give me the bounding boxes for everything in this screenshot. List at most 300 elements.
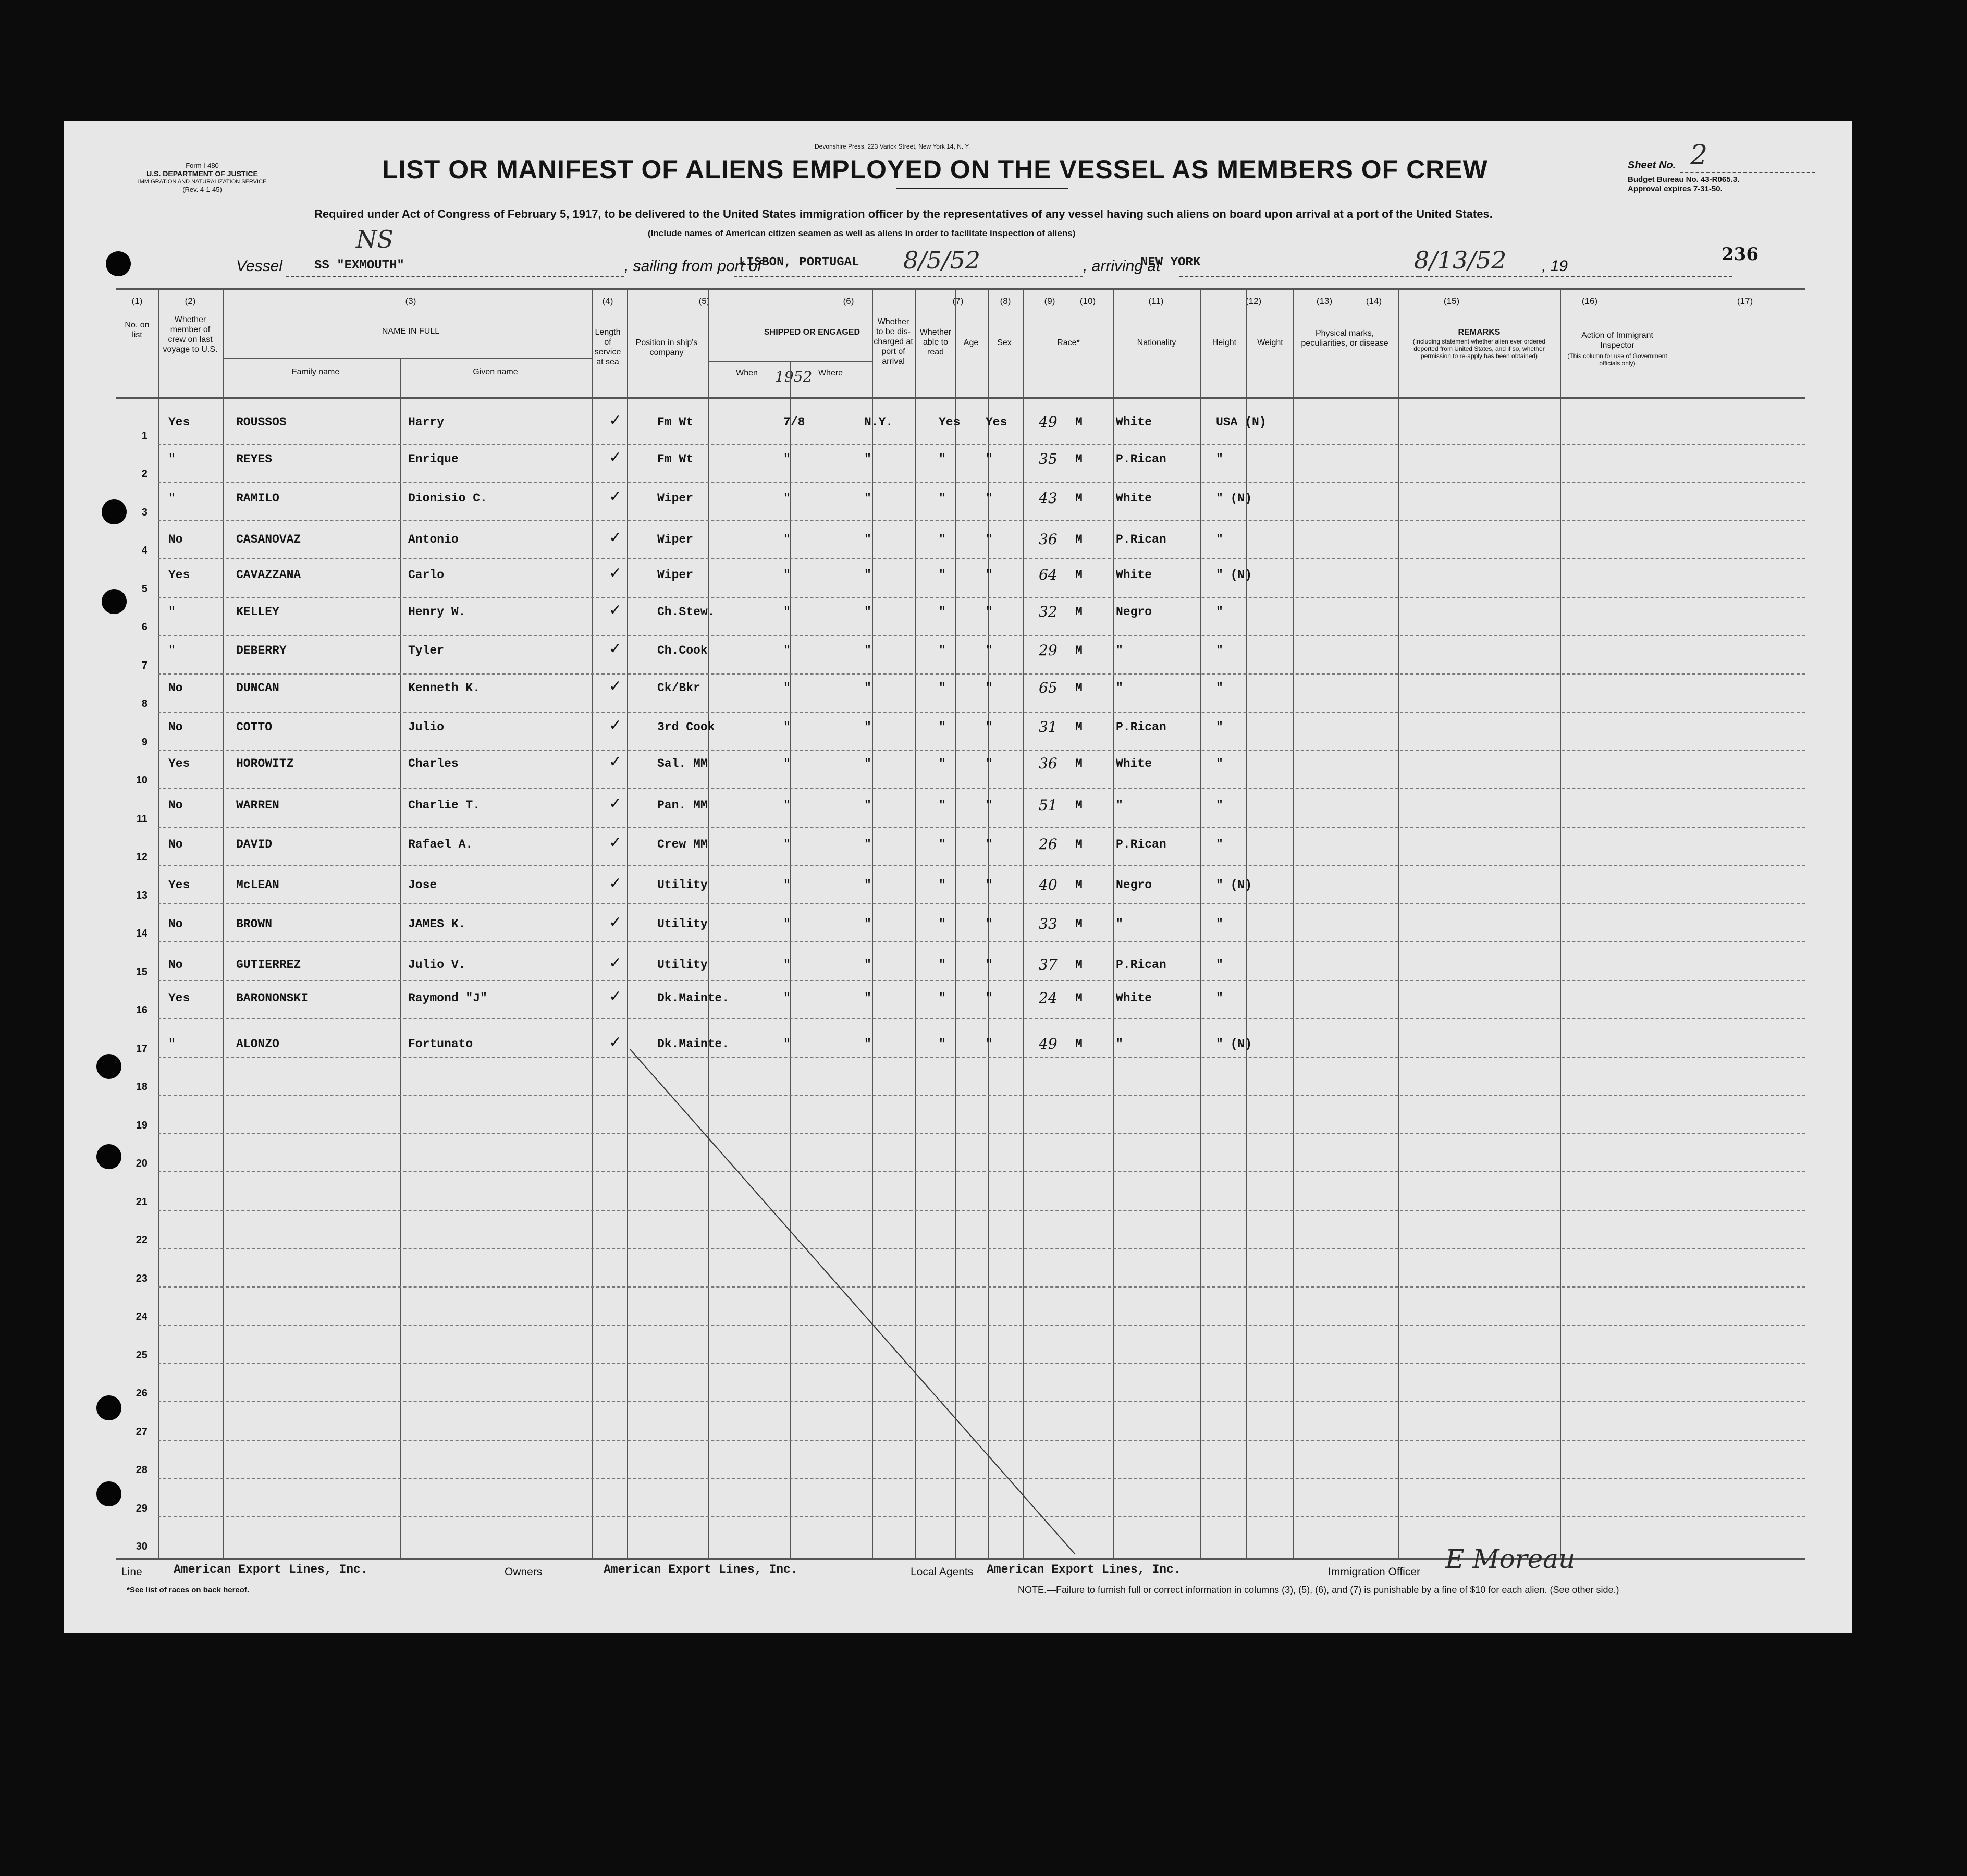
cell-position: Wiper — [657, 492, 694, 505]
cell-given: Henry W. — [408, 605, 466, 619]
hand-note: NS — [356, 225, 394, 253]
cell-discharged: Yes — [939, 415, 961, 429]
cell-member: No — [168, 533, 183, 546]
cell-length: ✓ — [609, 913, 622, 931]
cell-family: HOROWITZ — [236, 757, 294, 770]
cell-read: " — [986, 492, 993, 505]
cell-race: White — [1116, 415, 1152, 429]
cell-discharged: " — [939, 757, 946, 770]
cell-nationality: " — [1216, 991, 1223, 1005]
cell-position: Utility — [657, 958, 708, 972]
header-action-note: (This column for use of Government officials only) — [1567, 352, 1667, 367]
strike-line — [64, 121, 1852, 1633]
cell-nationality: " — [1216, 917, 1223, 931]
cell-length: ✓ — [609, 753, 622, 771]
cell-given: Charles — [408, 757, 459, 770]
cell-read: " — [986, 681, 993, 695]
col-number: (11) — [1148, 296, 1164, 306]
cell-read: " — [986, 757, 993, 770]
cell-nationality: " (N) — [1216, 1037, 1252, 1051]
cell-member: No — [168, 917, 183, 931]
header-remarks-note: (Including statement whether alien ever ordered deported from United States, and if so, whether permission to re-apply has been obtained) — [1412, 338, 1546, 360]
cell-length: ✓ — [609, 1033, 622, 1051]
row-number: 27 — [136, 1426, 147, 1438]
cell-age: 43 — [1039, 489, 1058, 507]
cell-where: " — [864, 917, 871, 931]
col-number: (6) — [843, 296, 854, 306]
cell-age: 32 — [1039, 603, 1058, 620]
subtitle: Required under Act of Congress of February 5, 1917, to be delivered to the United States immigration officer by the representatives of any vessel having such aliens on board upon arrival at a port of the United States. — [314, 207, 1493, 220]
cell-where: " — [864, 605, 871, 619]
cell-nationality: " — [1216, 452, 1223, 466]
cell-race: White — [1116, 492, 1152, 505]
when-year: 1952 — [775, 368, 813, 385]
row-number: 3 — [141, 506, 147, 518]
header-sex: Sex — [997, 338, 1012, 347]
cell-nationality: " — [1216, 533, 1223, 546]
cell-when: 7/8 — [783, 415, 805, 429]
sailing-date: 8/5/52 — [903, 246, 981, 274]
cell-nationality: " — [1216, 757, 1223, 770]
cell-family: CAVAZZANA — [236, 568, 301, 582]
department: U.S. DEPARTMENT OF JUSTICE — [146, 169, 258, 178]
cell-length: ✓ — [609, 794, 622, 813]
cell-race: " — [1116, 799, 1123, 812]
cell-family: McLEAN — [236, 878, 279, 892]
header-age: Age — [963, 338, 979, 347]
cell-age: 24 — [1039, 989, 1058, 1007]
cell-race: P.Rican — [1116, 958, 1166, 972]
cell-family: COTTO — [236, 720, 273, 734]
header-name-in-full: NAME IN FULL — [382, 327, 440, 336]
cell-age: 49 — [1039, 413, 1058, 431]
cell-given: Tyler — [408, 644, 445, 657]
cell-nationality: " — [1216, 720, 1223, 734]
row-number: 29 — [136, 1502, 147, 1514]
col-number: (13) — [1316, 296, 1333, 306]
cell-when: " — [783, 605, 791, 619]
row-number: 23 — [136, 1272, 147, 1284]
cell-discharged: " — [939, 568, 946, 582]
cell-when: " — [783, 644, 791, 657]
row-number: 17 — [136, 1043, 147, 1055]
cell-when: " — [783, 958, 791, 972]
row-number: 2 — [141, 468, 147, 480]
row-number: 19 — [136, 1119, 147, 1131]
cell-given: Carlo — [408, 568, 445, 582]
agents-value: American Export Lines, Inc. — [987, 1563, 1181, 1576]
cell-when: " — [783, 1037, 791, 1051]
cell-race: Negro — [1116, 605, 1152, 619]
cell-sex: M — [1075, 415, 1083, 429]
cell-length: ✓ — [609, 954, 622, 972]
row-number: 30 — [136, 1541, 147, 1552]
cell-member: Yes — [168, 415, 190, 429]
cell-position: Ch.Stew. — [657, 605, 715, 619]
cell-where: " — [864, 757, 871, 770]
cell-length: ✓ — [609, 529, 622, 547]
cell-race: Negro — [1116, 878, 1152, 892]
cell-read: " — [986, 605, 993, 619]
cell-family: GUTIERREZ — [236, 958, 301, 972]
cell-member: " — [168, 644, 176, 657]
col-number: (14) — [1366, 296, 1382, 306]
cell-family: WARREN — [236, 799, 279, 812]
cell-member: Yes — [168, 757, 190, 770]
cell-nationality: " — [1216, 838, 1223, 851]
cell-where: N.Y. — [864, 415, 893, 429]
departure-port: LISBON, PORTUGAL — [739, 255, 859, 269]
cell-age: 37 — [1039, 956, 1058, 973]
col-number: (2) — [185, 296, 196, 306]
row-number: 24 — [136, 1311, 147, 1322]
cell-read: " — [986, 878, 993, 892]
cell-member: " — [168, 452, 176, 466]
cell-read: " — [986, 533, 993, 546]
cell-discharged: " — [939, 492, 946, 505]
row-number: 16 — [136, 1004, 147, 1016]
col-number: (4) — [602, 296, 613, 306]
cell-nationality: " (N) — [1216, 492, 1252, 505]
header-no-on-list: No. on list — [125, 321, 150, 339]
stamp-number: 236 — [1722, 244, 1759, 265]
cell-where: " — [864, 958, 871, 972]
cell-race: P.Rican — [1116, 838, 1166, 851]
cell-length: ✓ — [609, 833, 622, 852]
cell-when: " — [783, 991, 791, 1005]
col-number: (8) — [1000, 296, 1011, 306]
cell-family: CASANOVAZ — [236, 533, 301, 546]
cell-position: Ck/Bkr — [657, 681, 700, 695]
cell-where: " — [864, 492, 871, 505]
header-shipped: SHIPPED OR ENGAGED — [764, 328, 860, 337]
cell-sex: M — [1075, 452, 1083, 466]
cell-position: 3rd Cook — [657, 720, 715, 734]
cell-family: REYES — [236, 452, 273, 466]
cell-nationality: " — [1216, 605, 1223, 619]
cell-age: 40 — [1039, 876, 1058, 893]
cell-discharged: " — [939, 1037, 946, 1051]
officer-signature: E Moreau — [1445, 1544, 1576, 1574]
printer-line: Devonshire Press, 223 Varick Street, New York 14, N. Y. — [815, 143, 970, 150]
cell-sex: M — [1075, 838, 1083, 851]
cell-position: Fm Wt — [657, 452, 694, 466]
col-number: (1) — [131, 296, 143, 306]
col-number: (9) — [1044, 296, 1055, 306]
header-length-service: Length of service at sea — [594, 328, 621, 366]
cell-family: BROWN — [236, 917, 273, 931]
cell-where: " — [864, 878, 871, 892]
cell-family: ROUSSOS — [236, 415, 287, 429]
form-number: Form I-480 — [186, 162, 219, 169]
cell-position: Crew MM — [657, 838, 708, 851]
cell-position: Dk.Mainte. — [657, 1037, 730, 1051]
cell-when: " — [783, 838, 791, 851]
manifest-sheet — [64, 121, 1852, 1633]
row-number: 8 — [141, 698, 147, 709]
row-number: 11 — [136, 813, 147, 825]
vessel-label: Vessel — [236, 258, 282, 275]
cell-member: " — [168, 492, 176, 505]
header-nationality: Nationality — [1137, 338, 1176, 347]
cell-position: Ch.Cook — [657, 644, 708, 657]
subnote: (Include names of American citizen seamen as well as aliens in order to facilitate inspection of aliens) — [648, 228, 1076, 238]
col-number: (3) — [405, 296, 416, 306]
cell-member: No — [168, 958, 183, 972]
cell-given: Julio — [408, 720, 445, 734]
cell-sex: M — [1075, 605, 1083, 619]
cell-discharged: " — [939, 878, 946, 892]
row-number: 7 — [141, 659, 147, 671]
cell-position: Dk.Mainte. — [657, 991, 730, 1005]
row-number: 15 — [136, 966, 147, 978]
cell-sex: M — [1075, 958, 1083, 972]
cell-discharged: " — [939, 917, 946, 931]
col-number: (15) — [1443, 296, 1460, 306]
cell-sex: M — [1075, 917, 1083, 931]
cell-race: White — [1116, 991, 1152, 1005]
cell-length: ✓ — [609, 564, 622, 582]
col-number: (10) — [1079, 296, 1096, 306]
header-position: Position in ship's company — [635, 338, 698, 357]
row-number: 4 — [141, 545, 147, 556]
cell-discharged: " — [939, 681, 946, 695]
row-number: 5 — [141, 583, 147, 595]
cell-race: " — [1116, 681, 1123, 695]
cell-given: Jose — [408, 878, 437, 892]
header-when: When — [736, 369, 758, 377]
cell-where: " — [864, 452, 871, 466]
cell-read: " — [986, 991, 993, 1005]
cell-family: ALONZO — [236, 1037, 279, 1051]
line-value: American Export Lines, Inc. — [174, 1563, 368, 1576]
cell-nationality: " — [1216, 958, 1223, 972]
header-race: Race* — [1057, 338, 1080, 347]
row-number: 6 — [141, 621, 147, 633]
cell-where: " — [864, 644, 871, 657]
col-number: (16) — [1581, 296, 1598, 306]
cell-given: Julio V. — [408, 958, 466, 972]
cell-where: " — [864, 720, 871, 734]
cell-discharged: " — [939, 958, 946, 972]
vessel-name: SS "EXMOUTH" — [314, 259, 404, 273]
cell-sex: M — [1075, 1037, 1083, 1051]
sailing-label: , sailing from port of — [624, 258, 762, 275]
header-height: Height — [1212, 338, 1237, 347]
cell-when: " — [783, 568, 791, 582]
cell-read: " — [986, 838, 993, 851]
cell-age: 29 — [1039, 642, 1058, 659]
cell-where: " — [864, 799, 871, 812]
cell-age: 65 — [1039, 679, 1058, 696]
cell-family: KELLEY — [236, 605, 279, 619]
row-number: 12 — [136, 851, 147, 863]
cell-where: " — [864, 838, 871, 851]
cell-length: ✓ — [609, 716, 622, 734]
row-number: 18 — [136, 1081, 147, 1093]
cell-when: " — [783, 452, 791, 466]
owners-value: American Export Lines, Inc. — [604, 1563, 798, 1576]
header-given-name: Given name — [473, 367, 518, 376]
cell-sex: M — [1075, 644, 1083, 657]
cell-where: " — [864, 681, 871, 695]
cell-discharged: " — [939, 720, 946, 734]
cell-member: Yes — [168, 878, 190, 892]
cell-member: No — [168, 838, 183, 851]
col-number: (12) — [1245, 296, 1262, 306]
cell-discharged: " — [939, 799, 946, 812]
sheet-number: 2 — [1690, 140, 1708, 171]
arrival-port: NEW YORK — [1140, 255, 1201, 269]
cell-length: ✓ — [609, 640, 622, 658]
cell-given: Antonio — [408, 533, 459, 546]
cell-discharged: " — [939, 644, 946, 657]
header-action: Action of Immigrant Inspector — [1581, 331, 1653, 350]
cell-position: Sal. MM — [657, 757, 708, 770]
cell-age: 26 — [1039, 836, 1058, 853]
cell-length: ✓ — [609, 987, 622, 1006]
cell-read: " — [986, 644, 993, 657]
cell-length: ✓ — [609, 487, 622, 506]
col-number: (5) — [698, 296, 710, 306]
approval-expires: Approval expires 7-31-50. — [1628, 185, 1723, 193]
cell-member: No — [168, 720, 183, 734]
cell-when: " — [783, 917, 791, 931]
cell-nationality: " — [1216, 644, 1223, 657]
row-number: 26 — [136, 1388, 147, 1399]
row-number: 13 — [136, 889, 147, 901]
cell-member: No — [168, 681, 183, 695]
cell-age: 64 — [1039, 566, 1058, 583]
header-physical: Physical marks, peculiarities, or disease — [1301, 329, 1388, 348]
cell-given: Kenneth K. — [408, 681, 481, 695]
cell-race: P.Rican — [1116, 720, 1166, 734]
header-family-name: Family name — [291, 367, 340, 376]
cell-sex: M — [1075, 720, 1083, 734]
cell-when: " — [783, 799, 791, 812]
cell-position: Wiper — [657, 533, 694, 546]
cell-race: " — [1116, 917, 1123, 931]
cell-where: " — [864, 568, 871, 582]
cell-family: DEBERRY — [236, 644, 287, 657]
cell-sex: M — [1075, 878, 1083, 892]
cell-sex: M — [1075, 492, 1083, 505]
owners-label: Owners — [505, 1566, 543, 1578]
cell-discharged: " — [939, 605, 946, 619]
cell-position: Fm Wt — [657, 415, 694, 429]
cell-member: Yes — [168, 991, 190, 1005]
cell-member: No — [168, 799, 183, 812]
cell-race: P.Rican — [1116, 452, 1166, 466]
cell-sex: M — [1075, 533, 1083, 546]
header-weight: Weight — [1257, 338, 1283, 347]
arriving-label: , arriving at — [1083, 258, 1161, 275]
cell-given: Harry — [408, 415, 445, 429]
cell-sex: M — [1075, 799, 1083, 812]
row-number: 20 — [136, 1158, 147, 1169]
cell-sex: M — [1075, 568, 1083, 582]
cell-read: " — [986, 958, 993, 972]
cell-age: 31 — [1039, 718, 1058, 735]
header-able-read: Whether able to read — [919, 328, 952, 357]
col-number: (17) — [1737, 296, 1753, 306]
cell-length: ✓ — [609, 677, 622, 695]
cell-read: " — [986, 917, 993, 931]
row-number: 9 — [141, 736, 147, 748]
row-number: 28 — [136, 1464, 147, 1476]
agents-label: Local Agents — [911, 1566, 974, 1578]
cell-sex: M — [1075, 757, 1083, 770]
row-number: 25 — [136, 1349, 147, 1361]
cell-age: 49 — [1039, 1035, 1058, 1052]
row-number: 21 — [136, 1196, 147, 1208]
service: IMMIGRATION AND NATURALIZATION SERVICE — [138, 179, 267, 185]
year-label: , 19 — [1542, 258, 1568, 275]
cell-position: Utility — [657, 917, 708, 931]
races-note: *See list of races on back hereof. — [127, 1586, 250, 1595]
cell-read: " — [986, 452, 993, 466]
budget-bureau: Budget Bureau No. 43-R065.3. — [1628, 175, 1740, 184]
cell-when: " — [783, 533, 791, 546]
cell-race: White — [1116, 568, 1152, 582]
cell-given: JAMES K. — [408, 917, 466, 931]
cell-read: " — [986, 720, 993, 734]
cell-given: Fortunato — [408, 1037, 473, 1051]
cell-position: Utility — [657, 878, 708, 892]
header-remarks: REMARKS — [1458, 328, 1501, 337]
cell-length: ✓ — [609, 601, 622, 619]
fine-note: NOTE.—Failure to furnish full or correct information in columns (3), (5), (6), and (7) is punishable by a fine of $10 for each alien. (See other side.) — [1018, 1585, 1619, 1595]
cell-race: White — [1116, 757, 1152, 770]
row-number: 22 — [136, 1234, 147, 1246]
cell-race: " — [1116, 644, 1123, 657]
cell-read: " — [986, 799, 993, 812]
cell-age: 36 — [1039, 531, 1058, 548]
cell-given: Dionisio C. — [408, 492, 487, 505]
cell-age: 36 — [1039, 755, 1058, 772]
revision: (Rev. 4-1-45) — [182, 186, 222, 193]
cell-position: Wiper — [657, 568, 694, 582]
cell-family: DAVID — [236, 838, 273, 851]
cell-length: ✓ — [609, 448, 622, 467]
cell-discharged: " — [939, 991, 946, 1005]
cell-discharged: " — [939, 838, 946, 851]
cell-read: " — [986, 568, 993, 582]
cell-nationality: " (N) — [1216, 878, 1252, 892]
cell-family: DUNCAN — [236, 681, 279, 695]
cell-discharged: " — [939, 533, 946, 546]
officer-label: Immigration Officer — [1328, 1566, 1420, 1578]
cell-nationality: " — [1216, 681, 1223, 695]
cell-member: Yes — [168, 568, 190, 582]
cell-given: Raymond "J" — [408, 991, 487, 1005]
cell-race: P.Rican — [1116, 533, 1166, 546]
row-number: 10 — [136, 775, 147, 786]
header-where: Where — [818, 369, 843, 377]
cell-sex: M — [1075, 681, 1083, 695]
cell-age: 33 — [1039, 915, 1058, 933]
cell-length: ✓ — [609, 411, 622, 430]
cell-age: 51 — [1039, 796, 1058, 814]
cell-nationality: " — [1216, 799, 1223, 812]
cell-member: " — [168, 605, 176, 619]
cell-discharged: " — [939, 452, 946, 466]
page-title: LIST OR MANIFEST OF ALIENS EMPLOYED ON THE VESSEL AS MEMBERS OF CREW — [382, 155, 1488, 184]
col-number: (7) — [952, 296, 964, 306]
cell-member: " — [168, 1037, 176, 1051]
cell-length: ✓ — [609, 874, 622, 892]
line-label: Line — [121, 1566, 142, 1578]
